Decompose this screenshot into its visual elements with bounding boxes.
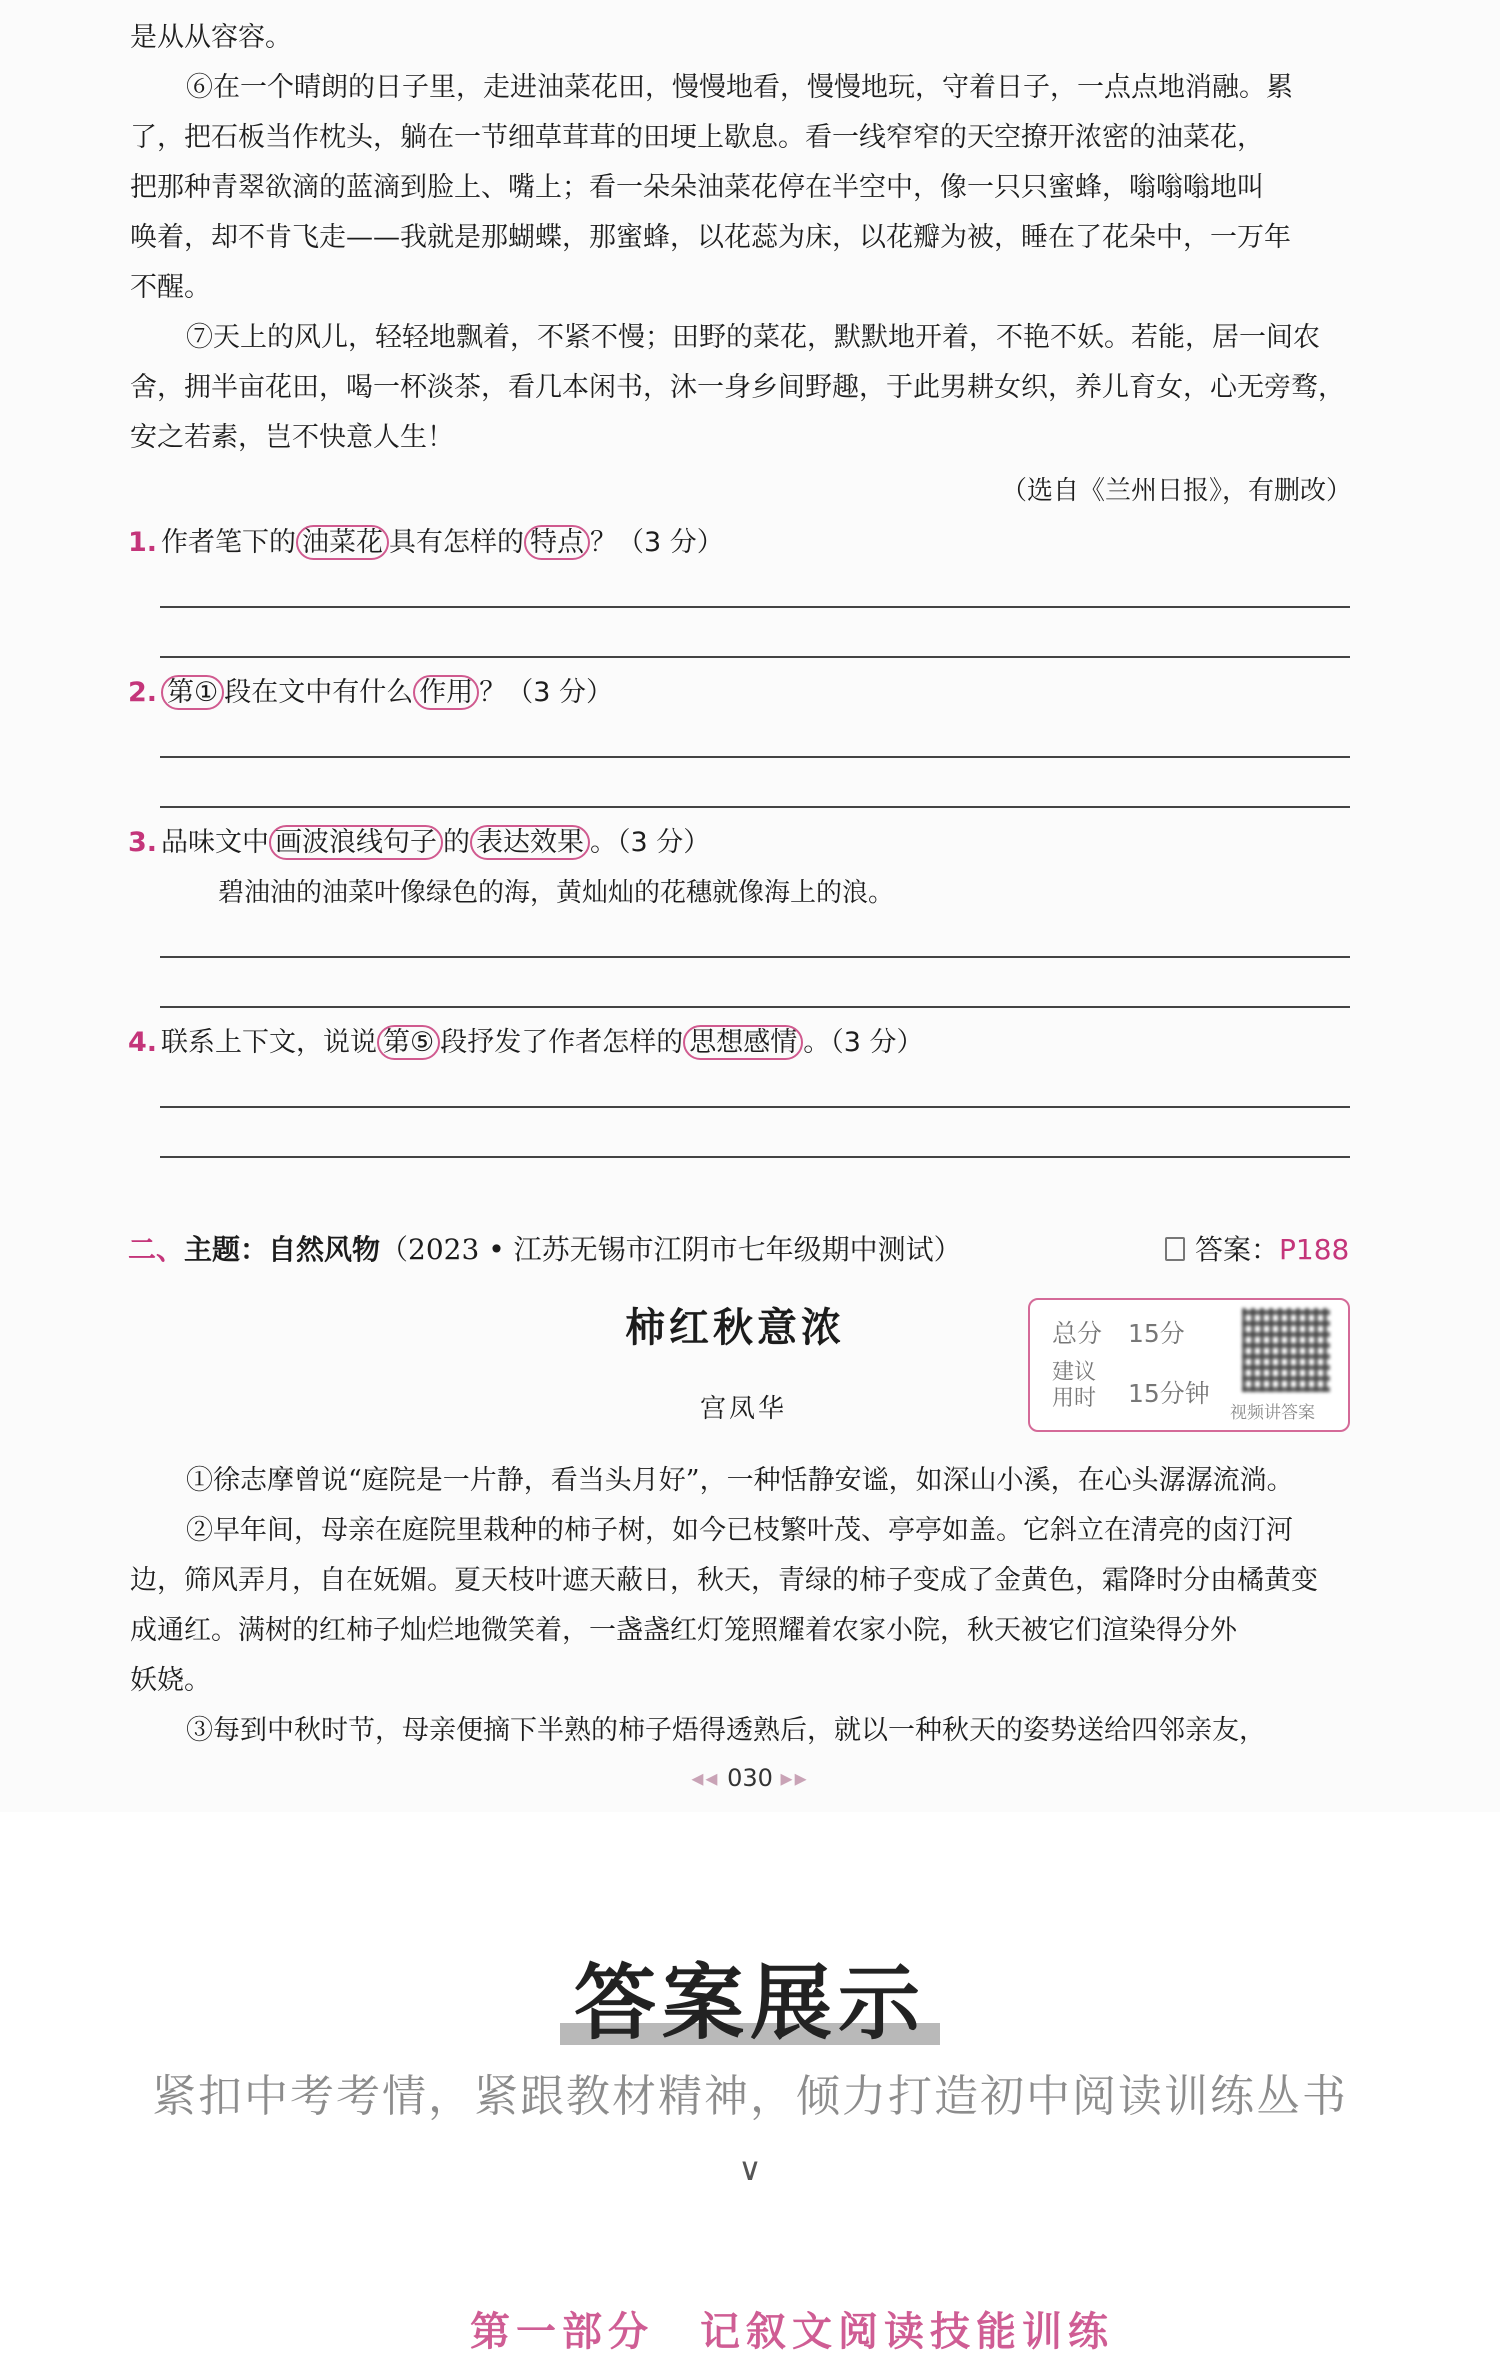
article-author: 宫凤华 bbox=[700, 1394, 788, 1424]
paragraph-6-line: 把那种青翠欲滴的蓝滴到脸上、嘴上；看一朵朵油菜花停在半空中，像一只只蜜蜂，嗡嗡嗡地叫 bbox=[130, 172, 1264, 203]
paragraph-6-line: 了，把石板当作枕头，躺在一节细草茸茸的田埂上歇息。看一线窄窄的天空撩开浓密的油菜花， bbox=[130, 122, 1264, 153]
paragraph-6-line: 唤着，却不肯飞走——我就是那蝴蝶，那蜜蜂，以花蕊为床，以花瓣为被，睡在了花朵中，一万年 bbox=[130, 222, 1291, 253]
paragraph-7-line: 安之若素，岂不快意人生！ bbox=[130, 422, 454, 453]
article-title: 柿红秋意浓 bbox=[625, 1304, 845, 1351]
score-value: 15分 bbox=[1128, 1319, 1185, 1348]
qr-code[interactable] bbox=[1242, 1308, 1330, 1392]
question-2: 2. 第① 段在文中有什么 作用 ？（3 分） bbox=[128, 677, 614, 708]
score-time-box bbox=[1028, 1298, 1350, 1432]
circled-keyword: 作用 bbox=[413, 675, 479, 710]
circled-keyword: 油菜花 bbox=[296, 525, 389, 560]
answer-line[interactable] bbox=[160, 806, 1350, 808]
section-number: 二、 bbox=[128, 1233, 185, 1266]
circled-keyword: 特点 bbox=[524, 525, 590, 560]
answer-line[interactable] bbox=[160, 1006, 1350, 1008]
paragraph-6-line: 不醒。 bbox=[130, 272, 211, 303]
answer-reference[interactable]: 答案：P188 bbox=[1165, 1228, 1349, 1268]
quoted-sentence: 碧油油的油菜叶像绿色的海，黄灿灿的花穗就像海上的浪。 bbox=[218, 878, 895, 908]
question-number: 1. bbox=[128, 527, 158, 558]
article-paragraph-3-line: ③每到中秋时节，母亲便摘下半熟的柿子焐得透熟后，就以一种秋天的姿势送给四邻亲友， bbox=[186, 1715, 1266, 1746]
score-label: 总分 bbox=[1052, 1319, 1103, 1348]
circled-keyword: 画波浪线句子 bbox=[269, 825, 443, 860]
question-number: 3. bbox=[128, 827, 158, 858]
page-number: ◂◂ 030 ▸▸ bbox=[691, 1764, 809, 1792]
promo-heading: 答案展示 bbox=[0, 1938, 1500, 2055]
circled-keyword: 表达效果 bbox=[470, 825, 590, 860]
article-paragraph-2-line: 边，筛风弄月，自在妩媚。夏天枝叶遮天蔽日，秋天，青绿的柿子变成了金黄色，霜降时分由橘黄变 bbox=[130, 1565, 1318, 1596]
next-section-heading: 第一部分 记叙文阅读技能训练 bbox=[470, 2309, 1114, 2355]
answer-line[interactable] bbox=[160, 1106, 1350, 1108]
passage-line: 是从从容容。 bbox=[130, 22, 292, 53]
promo-slogan: 紧扣中考考情，紧跟教材精神，倾力打造初中阅读训练丛书 bbox=[152, 2071, 1348, 2122]
circled-keyword: 第① bbox=[161, 675, 224, 710]
answer-line[interactable] bbox=[160, 1156, 1350, 1158]
paragraph-7-line: 舍，拥半亩花田，喝一杯淡茶，看几本闲书，沐一身乡间野趣，于此男耕女织，养儿育女，心无旁骛， bbox=[130, 372, 1345, 403]
chevron-down-icon[interactable]: ∨ bbox=[738, 2150, 762, 2188]
section-theme: 主题：自然风物 bbox=[184, 1233, 381, 1266]
circled-keyword: 思想感情 bbox=[683, 1025, 803, 1060]
time-label: 建议用时 bbox=[1052, 1360, 1097, 1411]
question-number: 2. bbox=[128, 677, 158, 708]
paragraph-7-line: ⑦天上的风儿，轻轻地飘着，不紧不慢；田野的菜花，默默地开着，不艳不妖。若能，居一间农 bbox=[186, 322, 1320, 353]
circled-keyword: 第⑤ bbox=[377, 1025, 440, 1060]
answer-line[interactable] bbox=[160, 606, 1350, 608]
question-4: 4. 联系上下文，说说 第⑤ 段抒发了作者怎样的 思想感情 。（3 分） bbox=[128, 1027, 924, 1058]
question-3: 3. 品味文中 画波浪线句子 的 表达效果 。（3 分） bbox=[128, 827, 711, 858]
article-paragraph-2-line: ②早年间，母亲在庭院里栽种的柿子树，如今已枝繁叶茂、亭亭如盖。它斜立在清亮的卤汀河 bbox=[186, 1515, 1293, 1546]
section-heading bbox=[128, 1228, 962, 1268]
section-source: （2023 • 江苏无锡市江阴市七年级期中测试） bbox=[380, 1233, 962, 1266]
answer-line[interactable] bbox=[160, 656, 1350, 658]
article-paragraph-2-line: 妖娆。 bbox=[130, 1665, 211, 1696]
article-paragraph-1: ①徐志摩曾说“庭院是一片静，看当头月好”，一种恬静安谧，如深山小溪，在心头潺潺流淌。 bbox=[186, 1465, 1294, 1496]
qr-caption: 视频讲答案 bbox=[1230, 1403, 1315, 1423]
paragraph-6-line: ⑥在一个晴朗的日子里，走进油菜花田，慢慢地看，慢慢地玩，守着日子，一点点地消融。累 bbox=[186, 72, 1293, 103]
passage-source: （选自《兰州日报》，有删改） bbox=[1000, 476, 1352, 506]
time-value: 15分钟 bbox=[1128, 1379, 1210, 1408]
article-paragraph-2-line: 成通红。满树的红柿子灿烂地微笑着，一盏盏红灯笼照耀着农家小院，秋天被它们渲染得分外 bbox=[130, 1615, 1237, 1646]
question-number: 4. bbox=[128, 1027, 158, 1058]
answer-line[interactable] bbox=[160, 956, 1350, 958]
document-icon bbox=[1165, 1237, 1185, 1261]
question-1: 1. 作者笔下的 油菜花 具有怎样的 特点 ？（3 分） bbox=[128, 527, 724, 558]
answer-line[interactable] bbox=[160, 756, 1350, 758]
